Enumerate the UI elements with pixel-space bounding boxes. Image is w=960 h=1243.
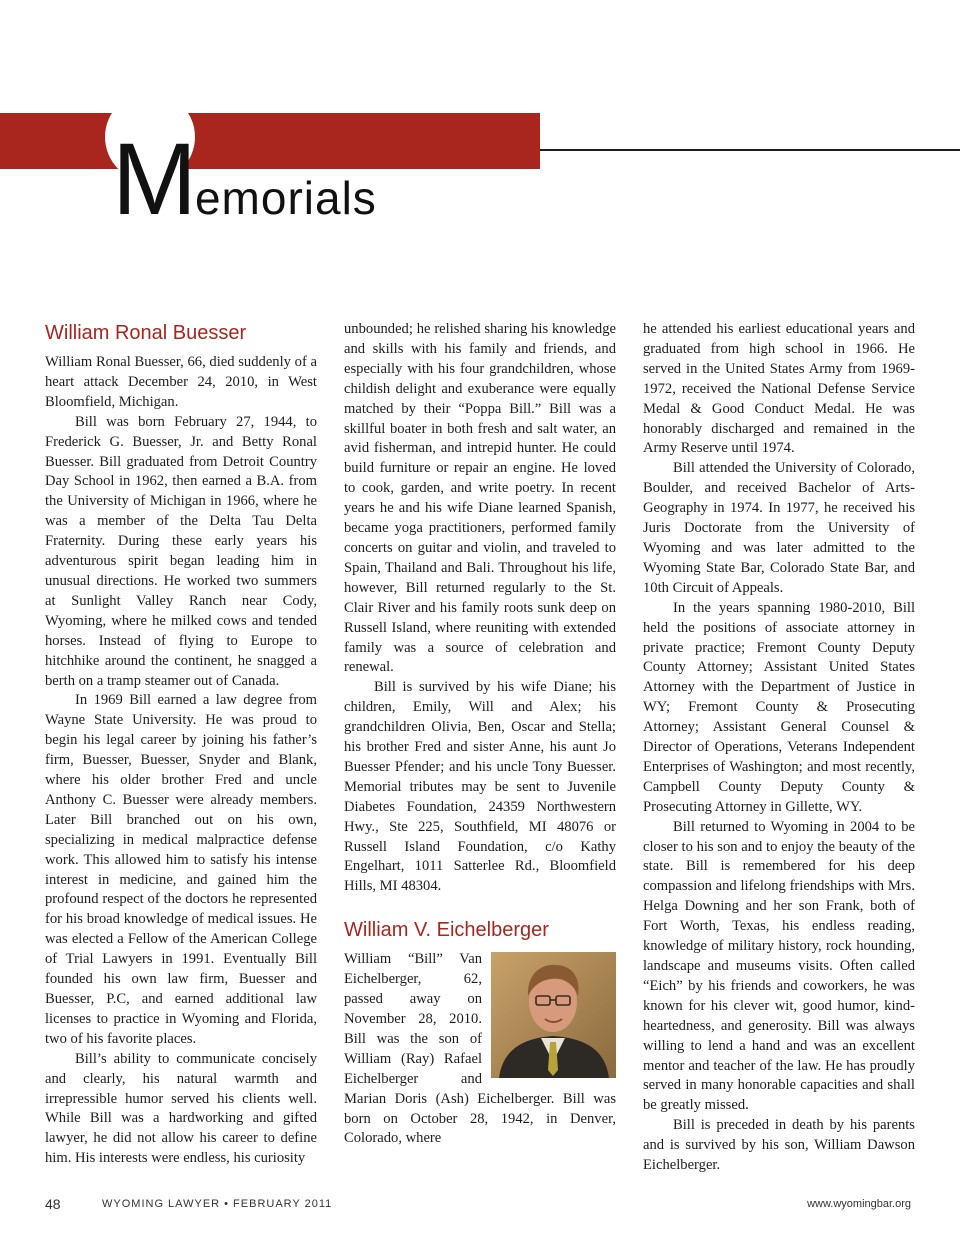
page-title <box>112 122 377 236</box>
obituary-paragraph: he attended his earliest educational years and graduated from high school in 1966. He served in the United States Army from 1969-1972, received the National Defense Service Medal & Good Conduct Medal. He was honorably discharged and remained in the Army Reserve until 1974. <box>643 321 915 457</box>
obituary-paragraph: Bill was born February 27, 1944, to Frederick G. Buesser, Jr. and Betty Ronal Buesser. Bill graduated from Detroit Country Day School in 1962, then earned a B.A. from the University of Michigan in 1966, where he was a member of the Delta Tau Delta Fraternity. During these early years his adventurous spirit began leading him in unusual directions. He worked two summers at Sunlight Valley Ranch near Cody, Wyoming, where he milked cows and tended horses. Instead of flying to Europe to hitchhike around the continent, he snagged a berth on a tramp steamer out of Canada. <box>45 413 317 689</box>
obituary-paragraph: William “Bill” Van Eichelberger, 62, passed away on November 28, 2010. Bill was the son of William (Ray) Rafael Eichelberger and Marian Doris (Ash) Eichelberger. Bill was born on October 28, 1942, in Denver, Colorado, where <box>344 951 616 1147</box>
obituary-paragraph: In 1969 Bill earned a law degree from Wayne State University. He was proud to begin his legal career by joining his father’s firm, Buesser, Buesser, Snyder and Blank, where his older brother Fred and uncle Anthony C. Buesser were already members. Later Bill branched out on his own, specializing in medical malpractice defense work. This allowed him to satisfy his intense interest in medicine, and gained him the profound respect of the doctors he represented for his broad knowledge of medical issues. He was elected a Fellow of the American College of Trial Lawyers in 1991. Eventually Bill founded his own law firm, Buesser and Buesser, P.C, and earned additional law licenses to practice in Wyoming and Florida, two of his favorite places. <box>45 692 317 1047</box>
column-3 <box>643 320 915 1180</box>
obituary-paragraph: Bill’s ability to communicate concisely and clearly, his natural warmth and irrepressible humor served his clients well. While Bill was a hardworking and gifted lawyer, he did not allow his career to define him. His interests were endless, his curiosity <box>45 1050 317 1167</box>
obituary-name-eichelberger: William V. Eichelberger <box>344 919 549 942</box>
page-title-rest: emorials <box>194 172 377 224</box>
obituary-paragraph: Bill is preceded in death by his parents and is survived by his son, William Dawson Eichelberger. <box>643 1117 915 1174</box>
header-rule <box>540 149 960 151</box>
publication-name: WYOMING LAWYER • FEBRUARY 2011 <box>102 1198 333 1210</box>
page-number: 48 <box>45 1196 61 1212</box>
obituary-paragraph: In the years spanning 1980-2010, Bill held the positions of associate attorney in private practice; Fremont County Deputy County Attorney; Assistant United States Attorney with the Department of Justice in WY; Fremont County & Prosecuting Attorney; Assistant General Counsel & Director of Operations, Veterans Independent Enterprises of Washington; and most recently, Campbell County Deputy County & Prosecuting Attorney in Gillette, WY. <box>643 599 915 815</box>
page-title-initial: M <box>112 122 195 236</box>
column-2 <box>344 320 616 1180</box>
obituary-paragraph: Bill attended the University of Colorado, Boulder, and received Bachelor of Arts-Geography in 1974. In 1977, he received his Juris Doctorate from the University of Wyoming and was later admitted to the Wyoming State Bar, Colorado State Bar, and 10th Circuit of Appeals. <box>643 460 915 596</box>
obituary-paragraph: unbounded; he relished sharing his knowledge and skills with his family and friends, and especially with his four grandchildren, whose childish delight and exuberance were equally matched by their “Poppa Bill.” Bill was a skillful boater in both fresh and salt water, an avid fisherman, and intrepid hunter. He could build furniture or repair an engine. He loved to cook, garden, and write poetry. In recent years he and his wife Diane learned Spanish, became yoga practitioners, performed family concerts on guitar and violin, and traveled to Spain, Thailand and Bali. Throughout his life, however, Bill returned regularly to the St. Clair River and his family roots sunk deep on Russell Island, where reuniting with extended family was a source of celebration and renewal. <box>344 321 616 676</box>
obituary-name-buesser: William Ronal Buesser <box>45 322 247 344</box>
website-url: www.wyomingbar.org <box>807 1198 911 1210</box>
obituary-paragraph: Bill is survived by his wife Diane; his children, Emily, Will and Alex; his grandchildren Olivia, Ben, Oscar and Stella; his brother Fred and sister Anne, his aunt Jo Buesser Pfender; and his uncle Tony Buesser. Memorial tributes may be sent to Juvenile Diabetes Foundation, 24359 Northwestern Hwy., Ste 225, Southfield, MI 48076 or Russell Island Foundation, c/o Kathy Engelhart, 1011 Satterlee Rd., Bloomfield Hills, MI 48304. <box>344 679 616 895</box>
page-footer <box>0 1196 960 1216</box>
obituary-paragraph: Bill returned to Wyoming in 2004 to be closer to his son and to enjoy the beauty of the state. Bill is remembered for his deep compassion and lifelong friendships with Mrs. Helga Downing and her son Frank, both of Fort Worth, Texas, his endless reading, knowledge of military history, rock hounding, landscape and museums visits. Often called “Eich” by his friends and coworkers, he was known for his clever wit, good humor, kind-heartedness, and generosity. Bill was always willing to lend a hand and was an excellent mentor and teacher of the law. He has proudly served in many honorable capacities and shall be greatly missed. <box>643 818 915 1114</box>
portrait-photo <box>491 952 616 1078</box>
column-1 <box>45 320 317 1180</box>
obituary-paragraph: William Ronal Buesser, 66, died suddenly of a heart attack December 24, 2010, in West Bloomfield, Michigan. <box>45 354 317 410</box>
